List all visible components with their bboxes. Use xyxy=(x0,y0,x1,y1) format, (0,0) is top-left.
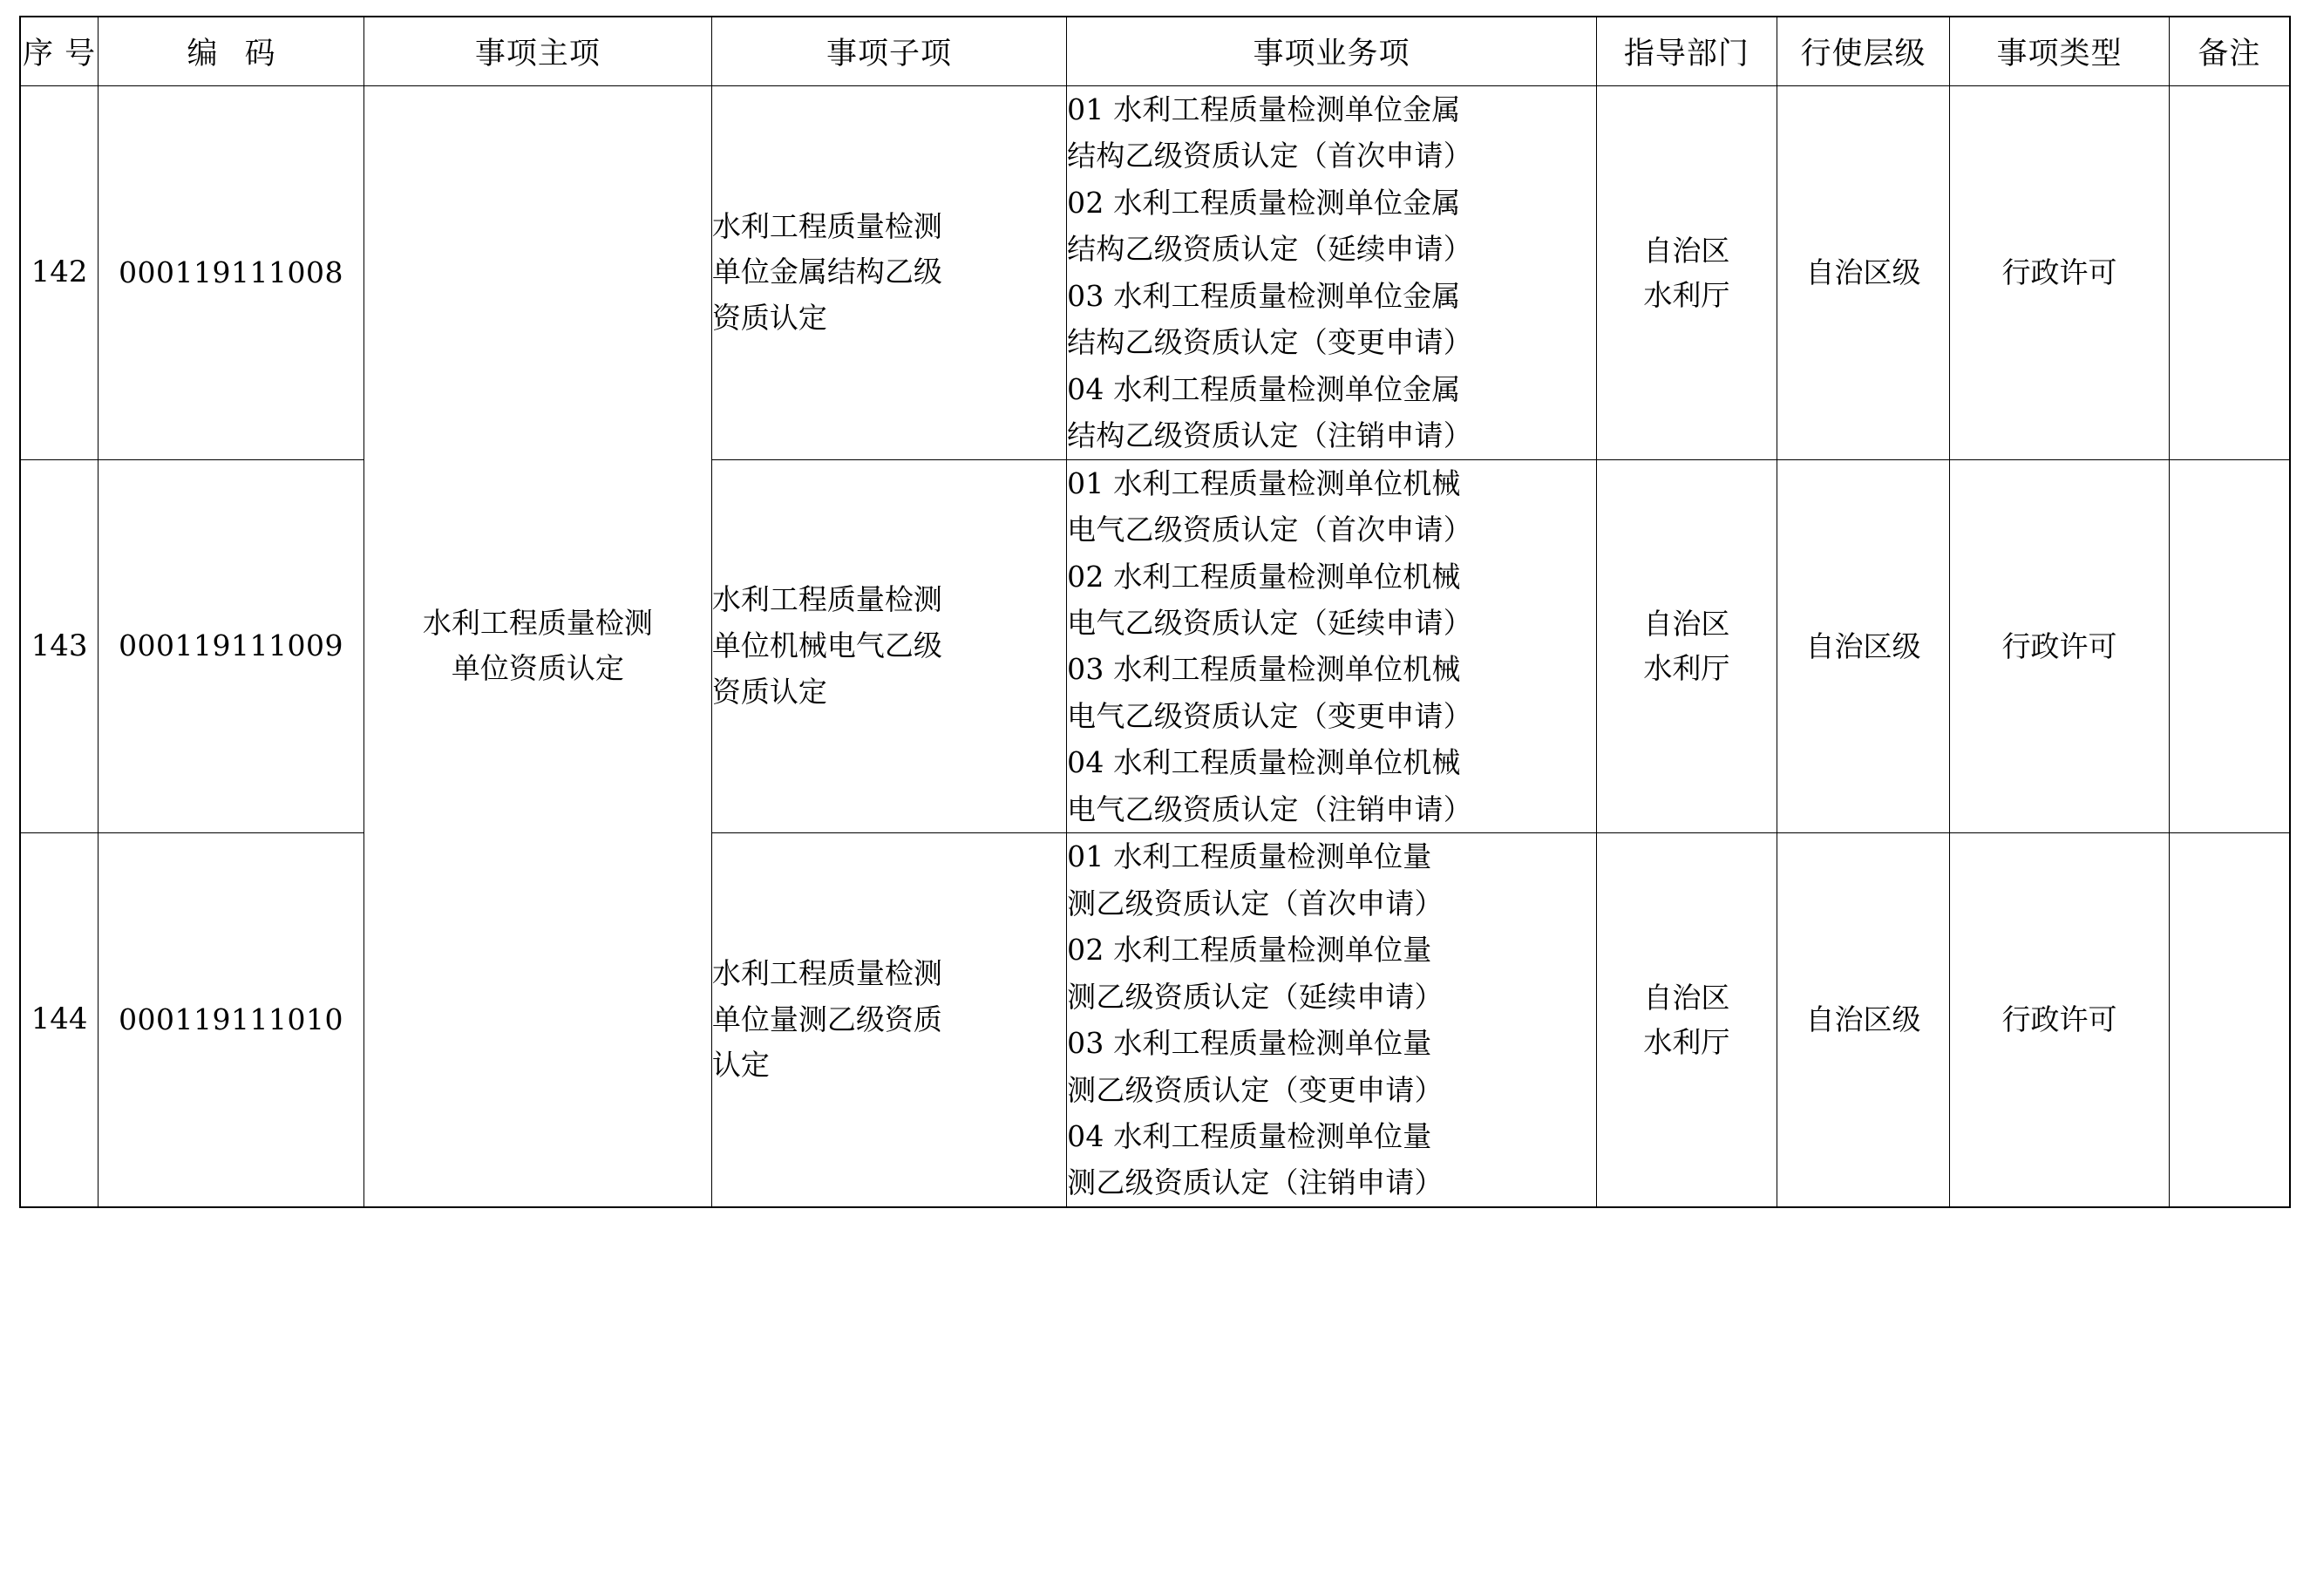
business-line: 03 水利工程质量检测单位机械 xyxy=(1067,652,1461,687)
business-line: 04 水利工程质量检测单位金属 xyxy=(1067,371,1461,406)
sub-item-line: 单位金属结构乙级 xyxy=(711,255,942,289)
business-line: 结构乙级资质认定（首次申请） xyxy=(1067,139,1472,173)
matter-list-table xyxy=(19,16,2291,1208)
cell-remark xyxy=(2169,833,2290,1207)
business-line: 电气乙级资质认定（注销申请） xyxy=(1067,791,1472,826)
cell-code: 000119111009 xyxy=(99,459,364,833)
table-header xyxy=(20,17,2290,86)
cell-type: 行政许可 xyxy=(1950,86,2170,460)
column-header-level: 行使层级 xyxy=(1777,17,1949,86)
business-line: 电气乙级资质认定（首次申请） xyxy=(1067,513,1472,547)
table-row xyxy=(20,459,2290,833)
table-body xyxy=(20,86,2290,1207)
business-line: 04 水利工程质量检测单位机械 xyxy=(1067,745,1461,780)
table-row xyxy=(20,86,2290,460)
cell-type: 行政许可 xyxy=(1950,833,2170,1207)
column-header-business-item: 事项业务项 xyxy=(1067,17,1597,86)
column-header-main-item: 事项主项 xyxy=(364,17,712,86)
department-line: 水利厅 xyxy=(1643,1025,1730,1060)
cell-remark xyxy=(2169,459,2290,833)
department-line: 自治区 xyxy=(1643,233,1730,268)
cell-department xyxy=(1596,833,1777,1207)
column-header-sub-item: 事项子项 xyxy=(711,17,1066,86)
cell-sub-item xyxy=(711,459,1066,833)
business-line: 测乙级资质认定（变更申请） xyxy=(1067,1072,1444,1107)
cell-code: 000119111008 xyxy=(99,86,364,460)
sub-item-line: 水利工程质量检测 xyxy=(711,208,942,243)
cell-business-item xyxy=(1067,459,1597,833)
department-line: 自治区 xyxy=(1643,980,1730,1015)
business-line: 测乙级资质认定（首次申请） xyxy=(1067,886,1444,920)
cell-business-item xyxy=(1067,833,1597,1207)
cell-level: 自治区级 xyxy=(1777,86,1949,460)
department-line: 自治区 xyxy=(1643,607,1730,642)
sub-item-line: 水利工程质量检测 xyxy=(711,955,942,990)
cell-seq: 143 xyxy=(20,459,99,833)
column-header-department: 指导部门 xyxy=(1596,17,1777,86)
main-item-line-2: 单位资质认定 xyxy=(451,651,624,686)
cell-department xyxy=(1596,86,1777,460)
business-line: 02 水利工程质量检测单位金属 xyxy=(1067,185,1461,220)
business-line: 结构乙级资质认定（注销申请） xyxy=(1067,418,1472,453)
column-header-code: 编 码 xyxy=(99,17,364,86)
cell-seq: 142 xyxy=(20,86,99,460)
cell-department xyxy=(1596,459,1777,833)
business-line: 电气乙级资质认定（变更申请） xyxy=(1067,698,1472,733)
department-line: 水利厅 xyxy=(1643,651,1730,686)
sub-item-line: 资质认定 xyxy=(711,674,827,709)
business-line: 03 水利工程质量检测单位量 xyxy=(1067,1026,1432,1061)
business-line: 测乙级资质认定（延续申请） xyxy=(1067,979,1444,1014)
cell-level: 自治区级 xyxy=(1777,833,1949,1207)
sub-item-line: 水利工程质量检测 xyxy=(711,582,942,617)
business-line: 03 水利工程质量检测单位金属 xyxy=(1067,278,1461,313)
column-header-seq: 序 号 xyxy=(20,17,99,86)
business-line: 测乙级资质认定（注销申请） xyxy=(1067,1165,1444,1200)
header-row xyxy=(20,17,2290,86)
column-header-type: 事项类型 xyxy=(1950,17,2170,86)
business-line: 01 水利工程质量检测单位机械 xyxy=(1067,465,1461,500)
cell-remark xyxy=(2169,86,2290,460)
business-line: 结构乙级资质认定（变更申请） xyxy=(1067,325,1472,360)
business-line: 01 水利工程质量检测单位量 xyxy=(1067,839,1432,874)
sub-item-line: 认定 xyxy=(711,1048,770,1083)
business-line: 04 水利工程质量检测单位量 xyxy=(1067,1118,1432,1153)
cell-type: 行政许可 xyxy=(1950,459,2170,833)
main-item-line-1: 水利工程质量检测 xyxy=(422,605,653,640)
cell-sub-item xyxy=(711,86,1066,460)
cell-business-item xyxy=(1067,86,1597,460)
cell-sub-item xyxy=(711,833,1066,1207)
cell-code: 000119111010 xyxy=(99,833,364,1207)
sub-item-line: 单位机械电气乙级 xyxy=(711,628,942,663)
column-header-remark: 备注 xyxy=(2169,17,2290,86)
sub-item-line: 单位量测乙级资质 xyxy=(711,1002,942,1036)
cell-main-item xyxy=(364,86,712,1207)
cell-seq: 144 xyxy=(20,833,99,1207)
business-line: 02 水利工程质量检测单位机械 xyxy=(1067,559,1461,594)
table-row xyxy=(20,833,2290,1207)
business-line: 电气乙级资质认定（延续申请） xyxy=(1067,605,1472,640)
sub-item-line: 资质认定 xyxy=(711,301,827,336)
cell-level: 自治区级 xyxy=(1777,459,1949,833)
business-line: 02 水利工程质量检测单位量 xyxy=(1067,933,1432,968)
business-line: 01 水利工程质量检测单位金属 xyxy=(1067,92,1461,126)
business-line: 结构乙级资质认定（延续申请） xyxy=(1067,232,1472,267)
department-line: 水利厅 xyxy=(1643,277,1730,312)
